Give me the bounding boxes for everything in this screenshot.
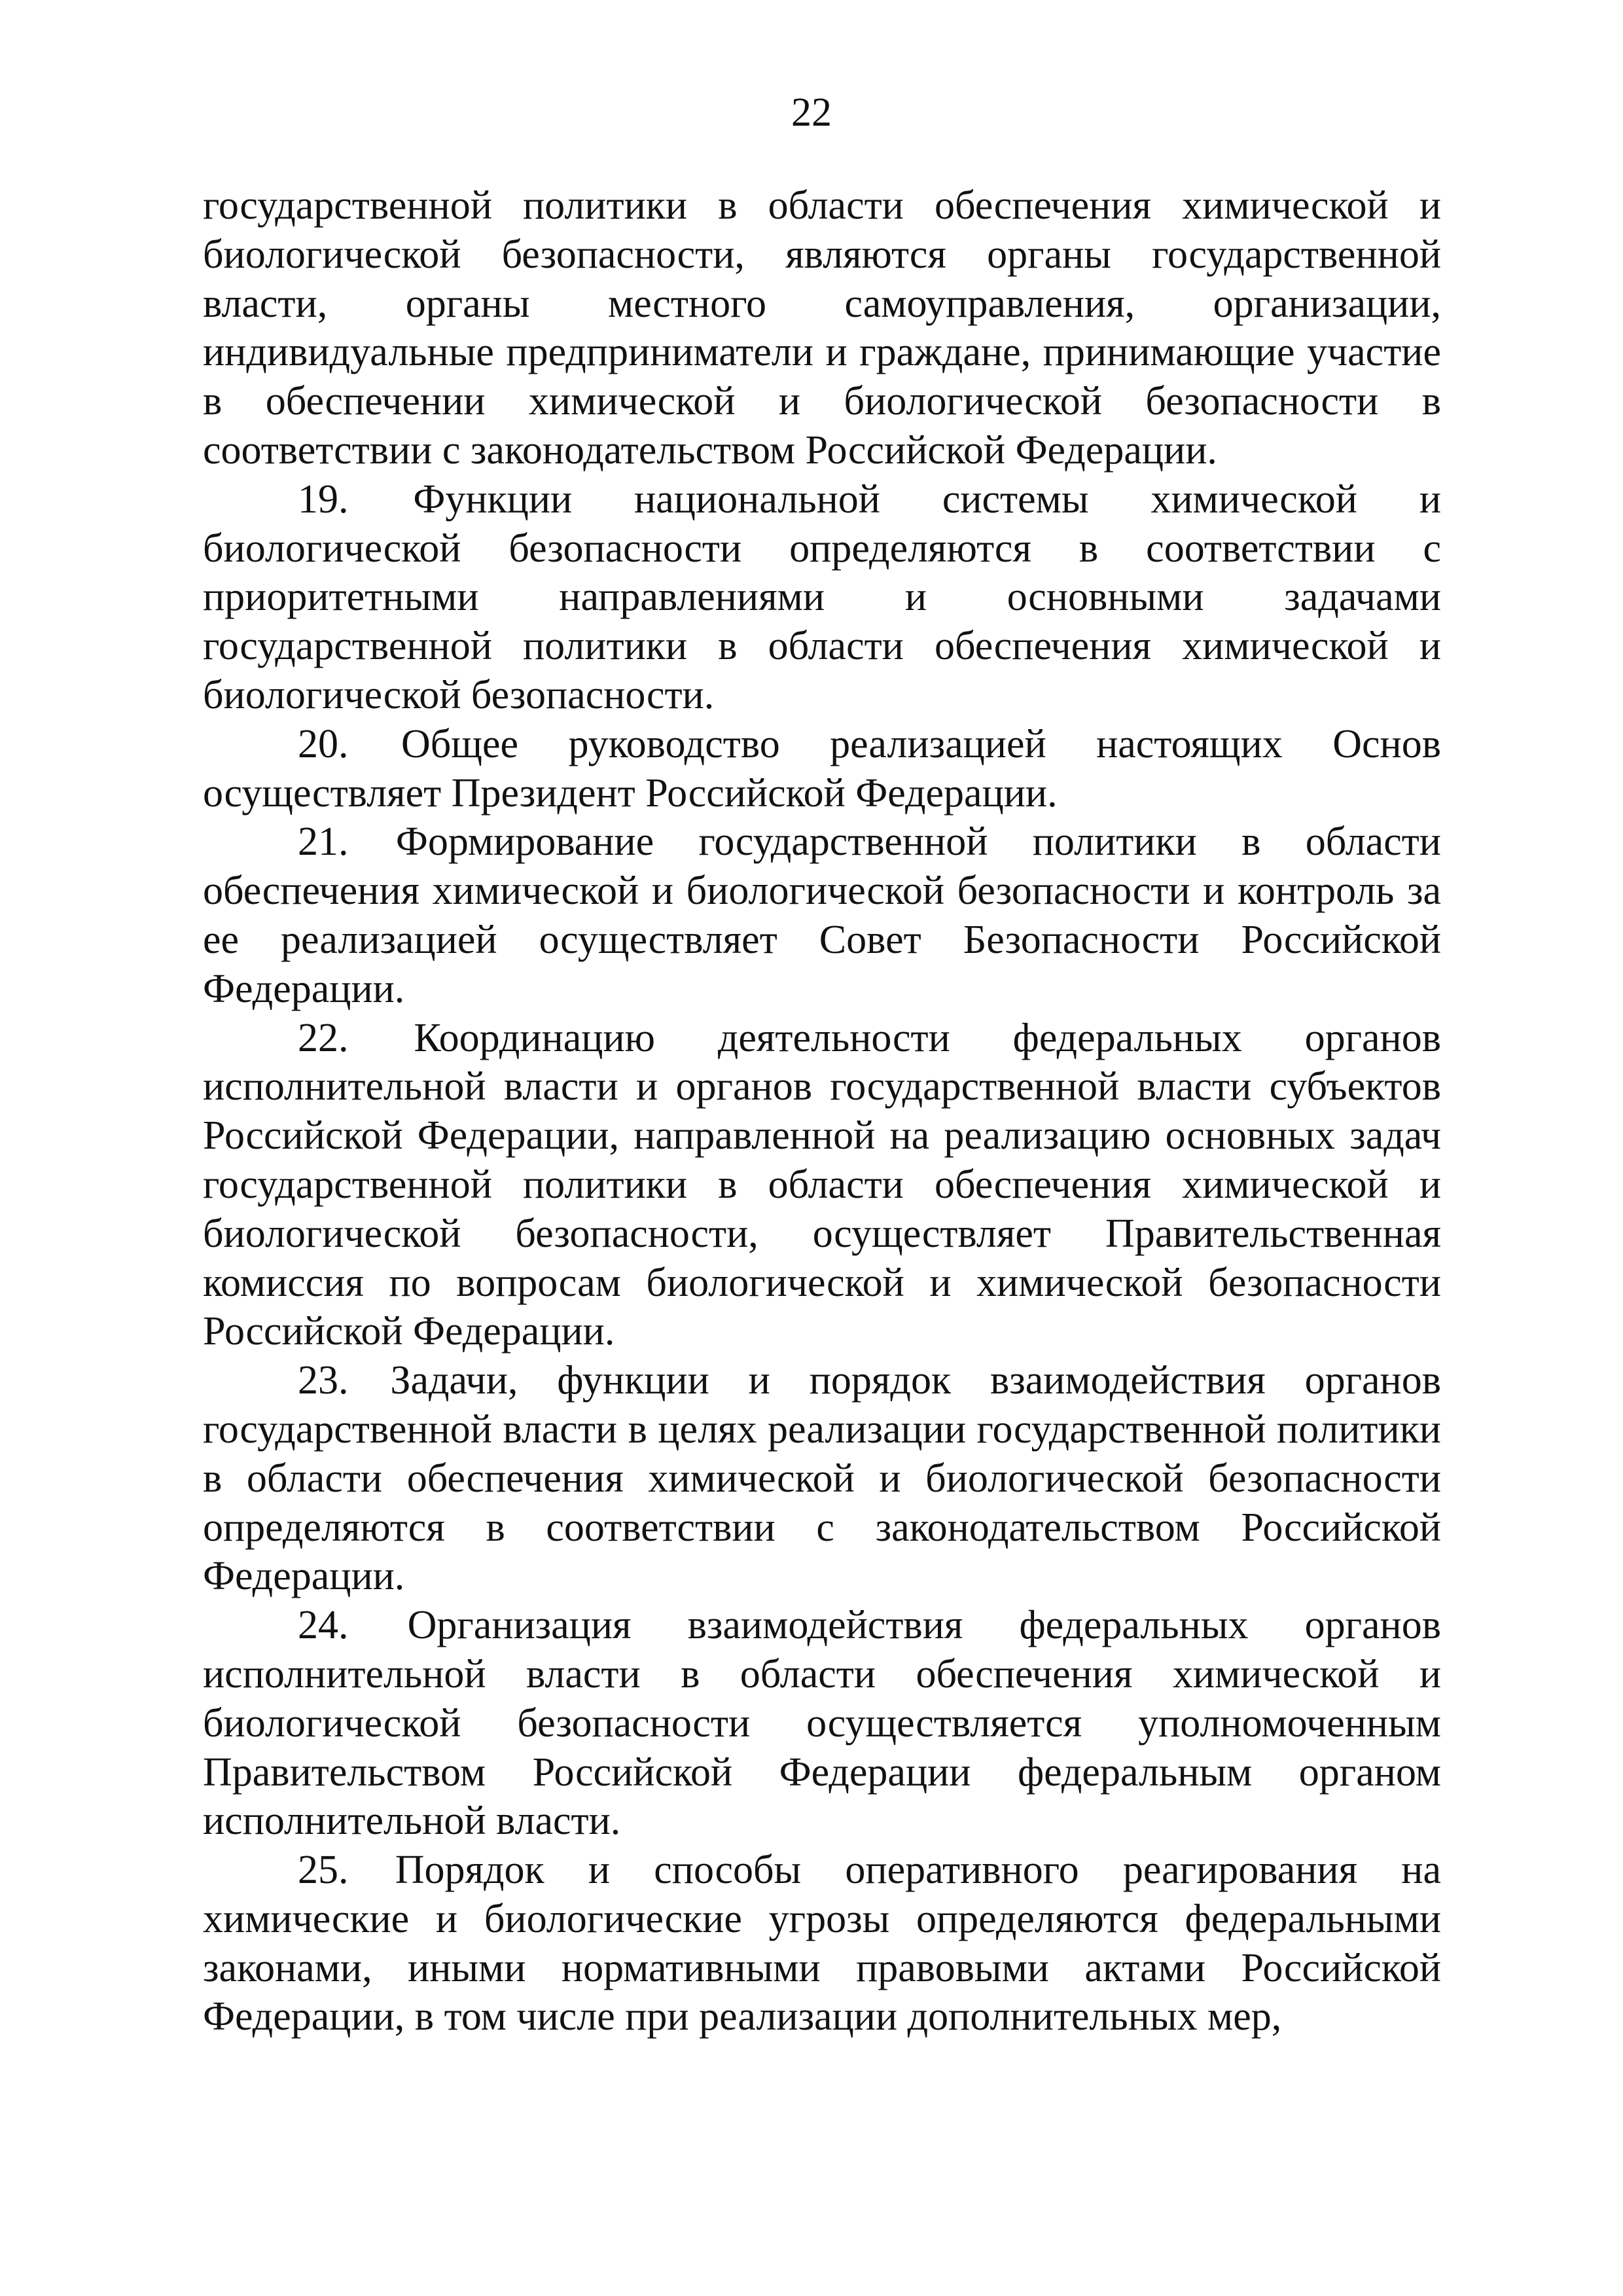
- paragraph-text: государственной политики в области обеспечения химической и биологической безопасности, являются органы государственной власти, органы местного самоуправления, организации, индивидуальные предприниматели и граждане, принимающие участие в обеспечении химической и биологической безопасности в соответствии с законодательством Российской Федерации.: [203, 183, 1441, 473]
- paragraph-25: [203, 1846, 1441, 2041]
- paragraph-20: [203, 720, 1441, 818]
- paragraph-number: 21.: [298, 819, 349, 865]
- paragraph-23: [203, 1356, 1441, 1601]
- paragraph-number: 24.: [298, 1603, 349, 1648]
- paragraph-number: 22.: [298, 1015, 349, 1060]
- paragraph-text: Координацию деятельности федеральных органов исполнительной власти и органов государственной власти субъектов Российской Федерации, направленной на реализацию основных задач государственной политики в области обеспечения химической и биологической безопасности, осуществляет Правительственная комиссия по вопросам биологической и химической безопасности Российской Федерации.: [203, 1015, 1441, 1354]
- paragraph-19: [203, 475, 1441, 720]
- page-number: 22: [791, 90, 832, 135]
- paragraph-24: [203, 1601, 1441, 1846]
- paragraph-continuation: [203, 181, 1441, 475]
- paragraph-text: Задачи, функции и порядок взаимодействия органов государственной власти в целях реализации государственной политики в области обеспечения химической и биологической безопасности определяются в соответствии с законодательством Российской Федерации.: [203, 1358, 1441, 1599]
- paragraph-22: [203, 1014, 1441, 1357]
- paragraph-number: 23.: [298, 1358, 349, 1403]
- paragraph-text: Порядок и способы оперативного реагирования на химические и биологические угрозы определяются федеральными законами, иными нормативными правовыми актами Российской Федерации, в том числе при реализации дополнительных мер,: [203, 1848, 1441, 2039]
- paragraph-text: Функции национальной системы химической и биологической безопасности определяются в соответствии с приоритетными направлениями и основными задачами государственной политики в области обеспечения химической и биологической безопасности.: [203, 476, 1442, 717]
- paragraph-text: Формирование государственной политики в области обеспечения химической и биологической безопасности и контроль за ее реализацией осуществляет Совет Безопасности Российской Федерации.: [203, 819, 1441, 1011]
- document-body: [203, 181, 1441, 2041]
- paragraph-text: Организация взаимодействия федеральных органов исполнительной власти в области обеспечения химической и биологической безопасности осуществляется уполномоченным Правительством Российской Федерации федеральным органом исполнительной власти.: [203, 1603, 1442, 1844]
- paragraph-number: 20.: [298, 721, 349, 766]
- paragraph-21: [203, 817, 1441, 1013]
- paragraph-text: Общее руководство реализацией настоящих Основ осуществляет Президент Российской Федерации.: [203, 721, 1442, 816]
- paragraph-number: 25.: [298, 1848, 349, 1893]
- paragraph-number: 19.: [298, 476, 349, 522]
